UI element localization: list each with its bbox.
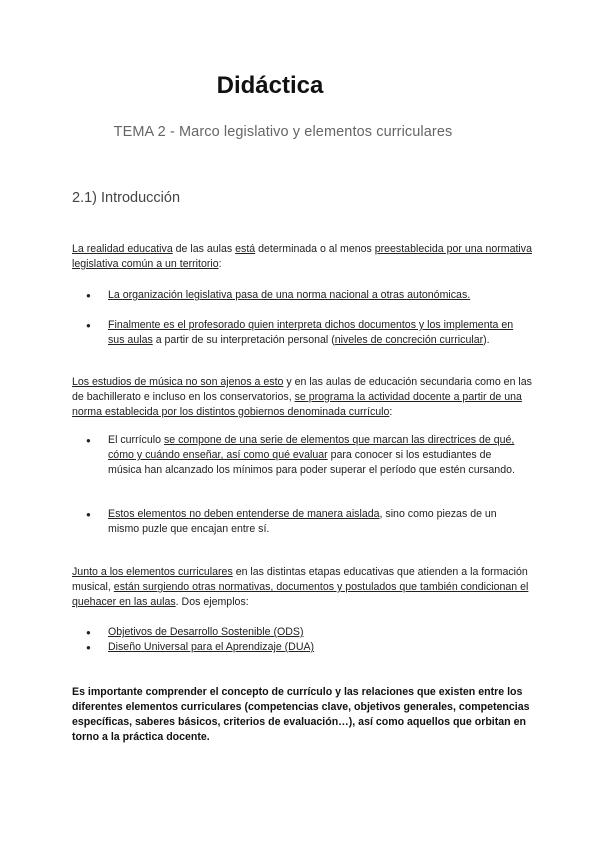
text-underlined: Junto a los elementos curriculares <box>72 566 233 578</box>
text-underlined: Objetivos de Desarrollo Sostenible (ODS) <box>108 626 304 638</box>
text: ). <box>483 334 490 346</box>
text: de las aulas <box>172 243 236 255</box>
text: en las distintas etapas educativas que atienden a la formación musical, <box>72 566 528 593</box>
bullet-list-3 <box>84 625 524 655</box>
paragraph-curricular-elements <box>72 565 532 610</box>
text-underlined: La realidad educativa <box>72 243 173 255</box>
text-underlined: Estos elementos no deben entenderse de manera aislada <box>108 508 380 520</box>
list-item <box>84 318 524 348</box>
text: : <box>389 406 393 418</box>
text-underlined: está <box>235 243 256 255</box>
text-underlined: se programa la actividad docente a partir de una norma establecida por los distintos gobiernos denominada currículo <box>72 391 522 418</box>
list-item <box>84 507 524 537</box>
text-underlined: Finalmente es el profesorado quien interpreta dichos documentos y los implementa en sus aulas <box>108 319 514 346</box>
text-underlined: La organización legislativa pasa de una norma nacional a otras autonómicas. <box>108 289 471 301</box>
text: para conocer si los estudiantes de música han alcanzado los mínimos para poder superar el período que estén cursando. <box>108 449 515 476</box>
text-underlined: Los estudios de música no son ajenos a esto <box>72 376 284 388</box>
text: . Dos ejemplos: <box>175 596 249 608</box>
text: a partir de su interpretación personal ( <box>152 334 335 346</box>
list-item <box>84 640 524 655</box>
paragraph-intro <box>72 242 532 272</box>
bullet-list-1b <box>84 318 524 348</box>
section-heading: 2.1) Introducción <box>72 190 181 206</box>
text-underlined: se compone de una serie de elementos que marcan las directrices de qué, cómo y cuándo enseñar, así como qué evaluar <box>108 434 515 461</box>
text: y en las aulas de educación secundaria como en las de bachillerato e incluso en los conservatorios, <box>72 376 532 403</box>
text-underlined: preestablecida por una normativa legislativa común a un territorio <box>72 243 532 270</box>
bullet-list-2b <box>84 507 524 537</box>
text: determinada o al menos <box>255 243 375 255</box>
bullet-list-2 <box>84 433 524 478</box>
text: : <box>218 258 222 270</box>
list-item <box>84 625 524 640</box>
paragraph-music-studies <box>72 375 532 420</box>
text-underlined: niveles de concreción curricular <box>334 334 484 346</box>
text-underlined: están surgiendo otras normativas, documentos y postulados que también condicionan el quehacer en las aulas <box>72 581 529 608</box>
list-item <box>84 288 524 303</box>
text: , sino como piezas de un mismo puzle que encajan entre sí. <box>108 508 497 535</box>
paragraph-conclusion: Es importante comprender el concepto de currículo y las relaciones que existen entre los diferentes elementos curriculares (competencias clave, objetivos generales, competencias específicas, saberes básicos, criterios de evaluación…), así como aquellos que orbitan en torno a la práctica docente. <box>72 686 530 743</box>
text-underlined: Diseño Universal para el Aprendizaje (DUA) <box>108 641 315 653</box>
document-subtitle: TEMA 2 - Marco legislativo y elementos curriculares <box>113 124 453 140</box>
list-item <box>84 433 524 478</box>
document-title: Didáctica <box>216 72 324 99</box>
bullet-list-1 <box>84 288 524 303</box>
text: El currículo <box>108 434 164 446</box>
